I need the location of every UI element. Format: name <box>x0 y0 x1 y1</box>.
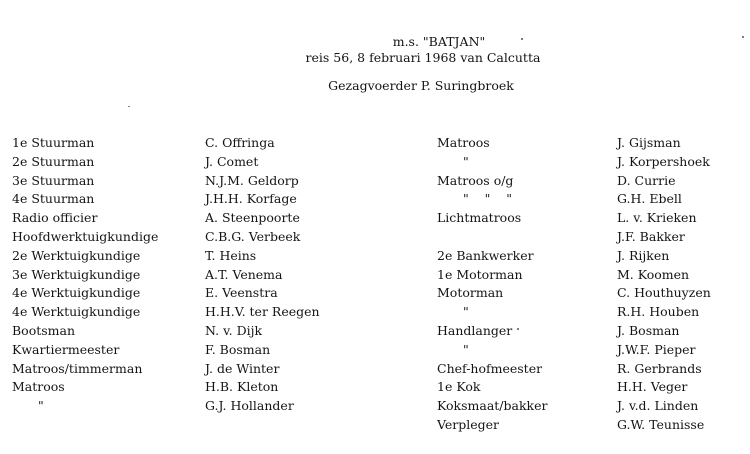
rank-entry: Hoofdwerktuigkundige <box>12 228 159 244</box>
rank-entry: 1e Stuurman <box>12 135 95 150</box>
rank-entry: Motorman <box>437 285 504 301</box>
crew-name: J.H.H. Korfage <box>205 191 297 207</box>
crew-name: J.F. Bakker <box>617 228 685 244</box>
rank-entry: Bootsman <box>12 322 76 338</box>
crew-name: J.W.F. Pieper <box>617 341 696 357</box>
crew-name: C.B.G. Verbeek <box>205 228 301 244</box>
rank-entry: Lichtmatroos <box>437 210 522 226</box>
crew-name: G.W. Teunisse <box>617 416 705 432</box>
crew-name: R. Gerbrands <box>617 360 702 376</box>
crew-name: A.T. Venema <box>205 266 283 282</box>
crew-name: A. Steenpoorte <box>205 210 300 226</box>
rank-entry: Radio officier <box>12 210 98 226</box>
rank-entry: 4e Stuurman <box>12 191 95 207</box>
rank-entry: Chef-hofmeester <box>437 360 543 376</box>
rank-ditto-mark: " " " <box>463 191 513 207</box>
crew-name: M. Koomen <box>617 266 690 282</box>
rank-ditto-mark: " <box>463 153 469 169</box>
ship-name: m.s. "BATJAN" <box>392 34 486 49</box>
crew-name: N. v. Dijk <box>205 322 263 338</box>
captain-line: Gezagvoerder P. Suringbroek <box>328 78 514 93</box>
rank-entry: 3e Werktuigkundige <box>12 266 141 282</box>
rank-entry: 4e Werktuigkundige <box>12 304 141 320</box>
rank-entry: 1e Kok <box>437 379 481 395</box>
rank-entry: Matroos o/g <box>437 172 514 188</box>
crew-name: H.B. Kleton <box>205 379 279 395</box>
rank-entry: 3e Stuurman <box>12 172 95 188</box>
crew-name: J. Korpershoek <box>617 153 710 169</box>
rank-entry: Matroos/timmerman <box>12 360 143 376</box>
rank-entry: 2e Werktuigkundige <box>12 247 141 263</box>
rank-entry: 2e Bankwerker <box>437 247 534 263</box>
rank-ditto-mark: " <box>463 304 469 320</box>
rank-entry: Koksmaat/bakker <box>437 398 548 414</box>
scan-speck <box>128 106 130 107</box>
crew-name: C. Offringa <box>205 135 275 150</box>
rank-entry: Verpleger <box>437 416 500 432</box>
rank-ditto-mark: " <box>38 398 44 414</box>
right-names-column <box>617 134 711 435</box>
crew-name: F. Bosman <box>205 341 271 357</box>
rank-entry: Matroos <box>437 135 490 150</box>
crew-name: J. Rijken <box>617 247 670 263</box>
rank-entry: 2e Stuurman <box>12 153 95 169</box>
scan-speck <box>742 36 744 38</box>
crew-name: J. Gijsman <box>617 135 681 150</box>
crew-name: G.H. Ebell <box>617 191 682 207</box>
crew-name: R.H. Houben <box>617 304 700 320</box>
rank-entry: 4e Werktuigkundige <box>12 285 141 301</box>
rank-ditto-mark: " <box>463 341 469 357</box>
right-ranks-column <box>437 134 548 435</box>
crew-name: L. v. Krieken <box>617 210 697 226</box>
crew-name: E. Veenstra <box>205 285 278 301</box>
rank-entry-empty <box>437 228 548 247</box>
crew-name: N.J.M. Geldorp <box>205 172 299 188</box>
crew-name: C. Houthuyzen <box>617 285 711 301</box>
rank-entry: Matroos <box>12 379 65 395</box>
crew-name: D. Currie <box>617 172 676 188</box>
crew-name: J. v.d. Linden <box>617 398 699 414</box>
crew-name: J. Bosman <box>617 322 680 338</box>
scan-speck <box>521 38 523 40</box>
rank-entry: 1e Motorman <box>437 266 523 282</box>
left-ranks-column <box>12 134 158 416</box>
rank-entry: Kwartiermeester <box>12 341 120 357</box>
voyage-line: reis 56, 8 februari 1968 van Calcutta <box>305 50 541 65</box>
crew-name: G.J. Hollander <box>205 398 294 414</box>
crew-name: J. Comet <box>205 153 259 169</box>
crew-name: T. Heins <box>205 247 257 263</box>
scan-speck <box>517 328 519 330</box>
crew-name: J. de Winter <box>205 360 280 376</box>
crew-name: H.H.V. ter Reegen <box>205 304 320 320</box>
left-names-column <box>205 134 320 416</box>
rank-entry: Handlanger <box>437 322 513 338</box>
crew-name: H.H. Veger <box>617 379 688 395</box>
